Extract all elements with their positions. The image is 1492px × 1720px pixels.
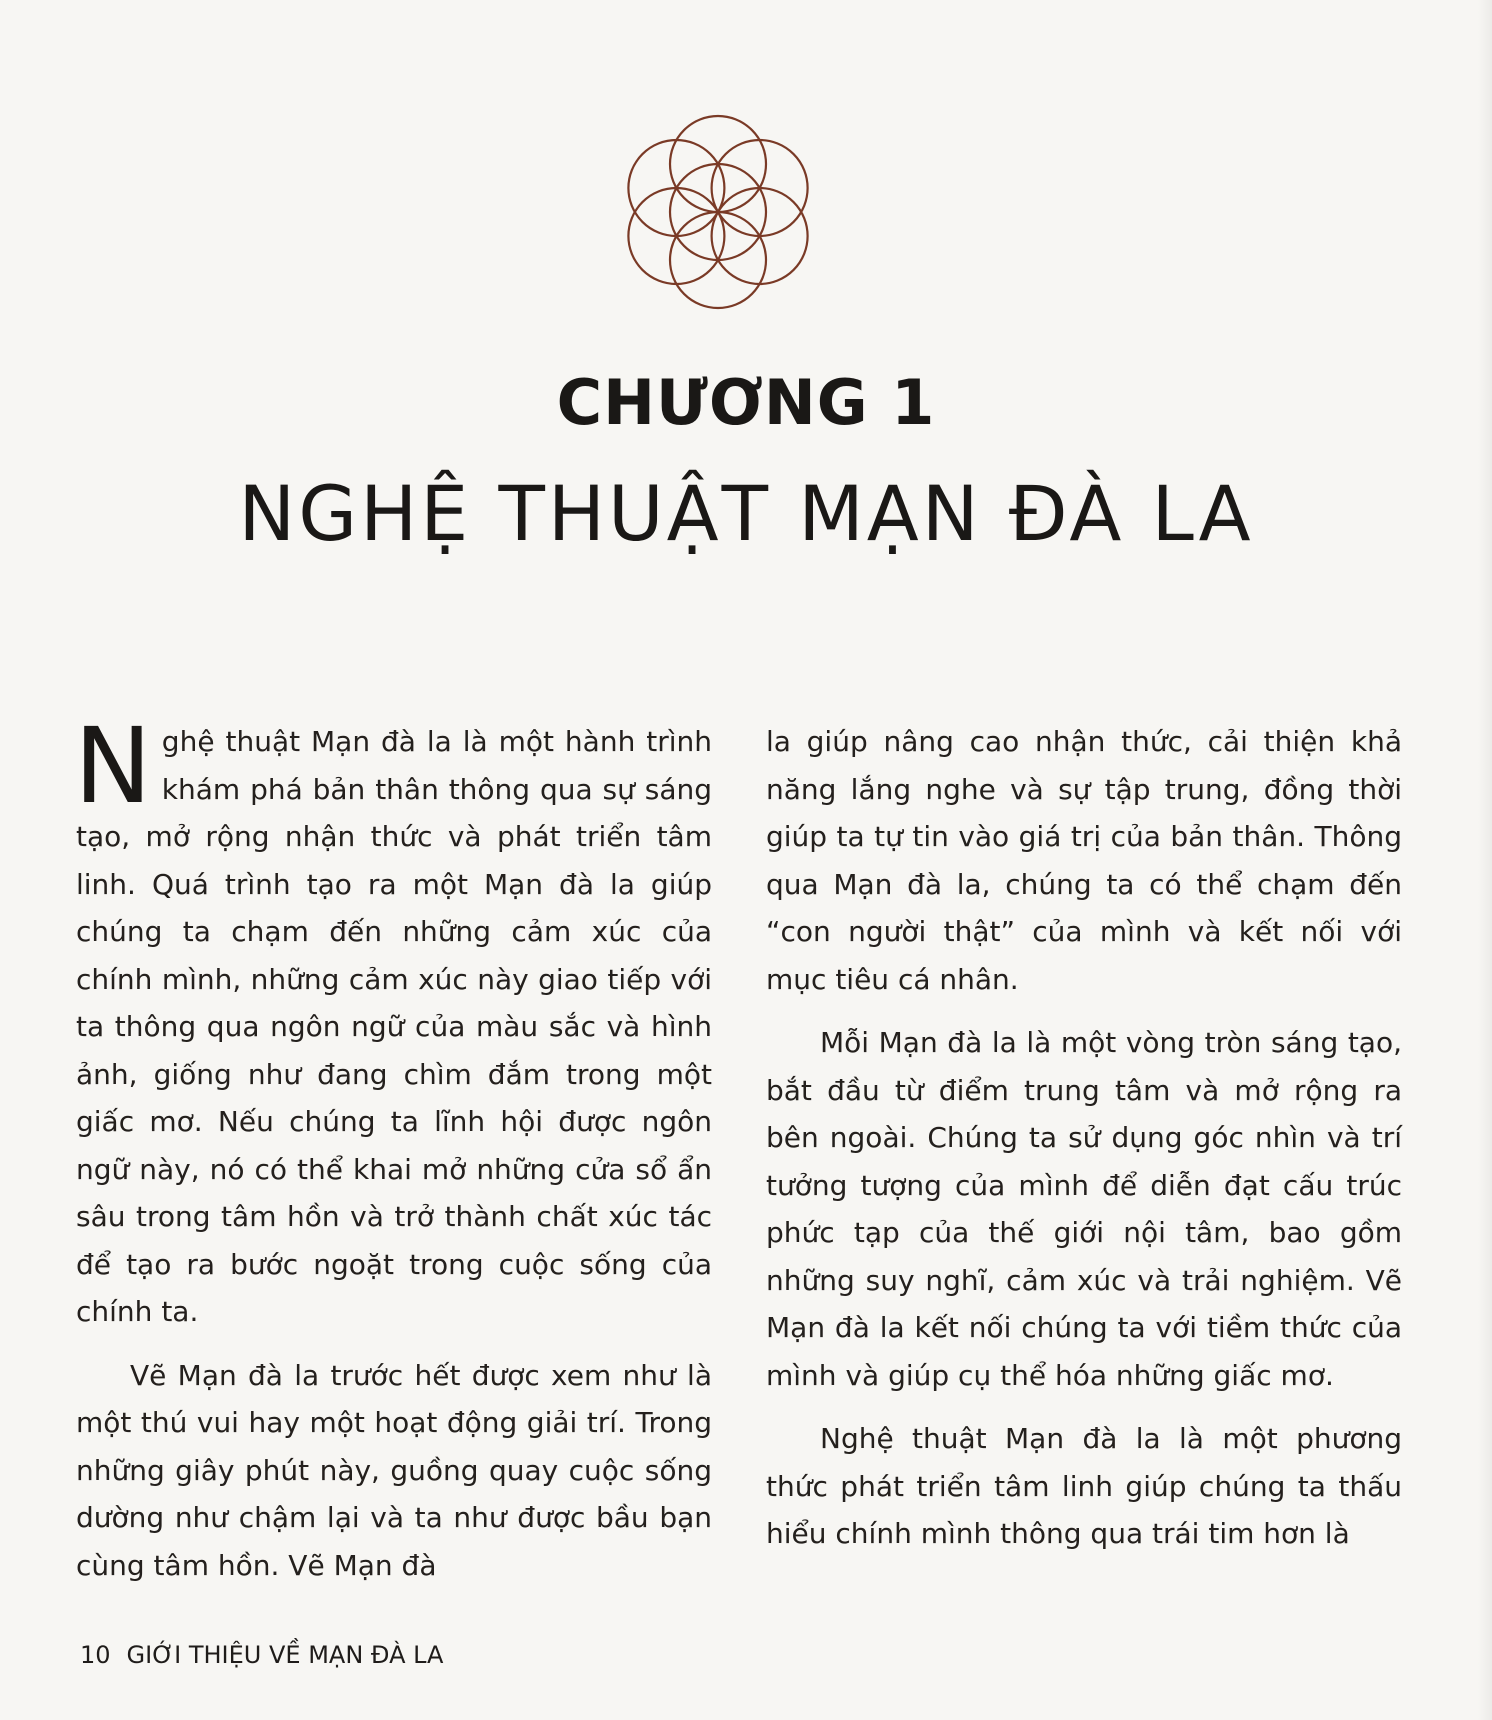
text-column-left <box>74 705 712 1605</box>
paragraph-left-1 <box>74 705 712 1336</box>
paragraph-left-1-text: ghệ thuật Mạn đà la là một hành trình khám phá bản thân thông qua sự sáng tạo, mở rộng nhận thức và phát triển tâm linh. Quá trình tạo ra một Mạn đà la giúp chúng ta chạm đến những cảm xúc của chính mình, những cảm xúc này giao tiếp với ta thông qua ngôn ngữ của màu sắc và hình ảnh, giống như đang chìm đắm trong một giấc mơ. Nếu chúng ta lĩnh hội được ngôn ngữ này, nó có thể khai mở những cửa sổ ẩn sâu trong tâm hồn và trở thành chất xúc tác để tạo ra bước ngoặt trong cuộc sống của chính ta. <box>76 725 712 1328</box>
page-number: 10 <box>80 1641 111 1669</box>
running-title: GIỚI THIỆU VỀ MẠN ĐÀ LA <box>126 1641 444 1669</box>
paragraph-left-2: Vẽ Mạn đà la trước hết được xem như là một thú vui hay một hoạt động giải trí. Trong những giây phút này, guồng quay cuộc sống dường như chậm lại và ta như được bầu bạn cùng tâm hồn. Vẽ Mạn đà <box>76 1358 712 1582</box>
chapter-title: NGHỆ THUẬT MẠN ĐÀ LA <box>238 469 1254 558</box>
flower-of-life-icon <box>616 110 820 314</box>
paragraph-right-1: la giúp nâng cao nhận thức, cải thiện khả năng lắng nghe và sự tập trung, đồng thời giúp ta tự tin vào giá trị của bản thân. Thông qua Mạn đà la, chúng ta có thể chạm đến “con người thật” của mình và kết nối với mục tiêu cá nhân. <box>766 725 1402 996</box>
page-edge-shadow <box>1478 0 1492 1720</box>
chapter-label: CHƯƠNG 1 <box>556 366 936 439</box>
paragraph-right-3: Nghệ thuật Mạn đà la là một phương thức phát triển tâm linh giúp chúng ta thấu hiểu chính mình thông qua trái tim hơn là <box>766 1422 1402 1550</box>
text-column-right <box>766 718 1402 1574</box>
page-footer <box>80 1640 443 1670</box>
paragraph-right-2: Mỗi Mạn đà la là một vòng tròn sáng tạo, bắt đầu từ điểm trung tâm và mở rộng ra bên ngoài. Chúng ta sử dụng góc nhìn và trí tưởng tượng của mình để diễn đạt cấu trúc phức tạp của thế giới nội tâm, bao gồm những suy nghĩ, cảm xúc và trải nghiệm. Vẽ Mạn đà la kết nối chúng ta với tiềm thức của mình và giúp cụ thể hóa những giấc mơ. <box>766 1026 1402 1392</box>
drop-cap: N <box>74 705 152 827</box>
